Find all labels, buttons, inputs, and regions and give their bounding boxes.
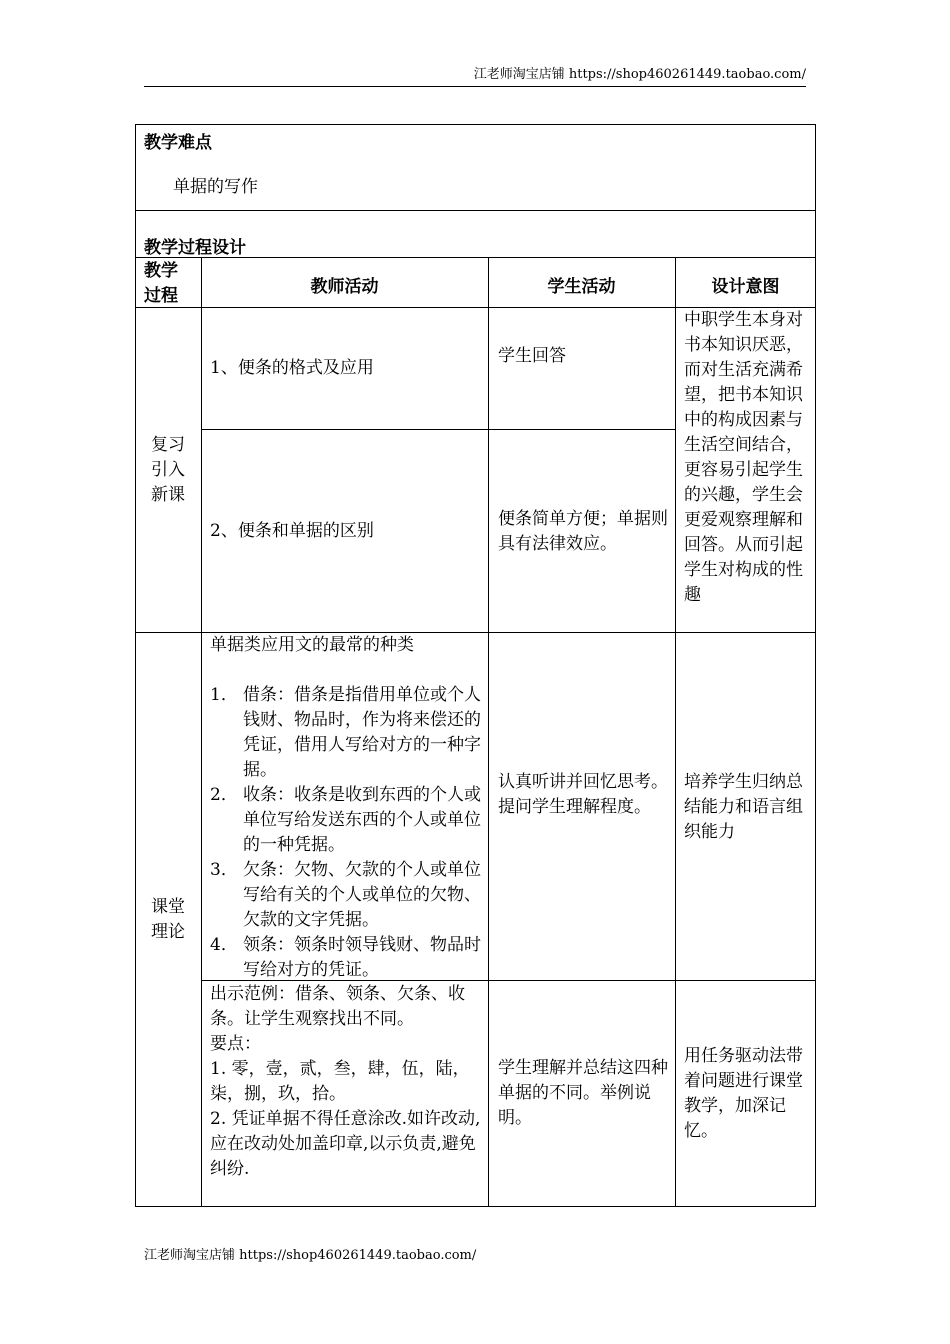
header-student: 学生活动 <box>547 277 616 297</box>
list-item: 1． 借条：借条是指借用单位或个人钱财、物品时，作为将来偿还的凭证，借用人写给对方的一种字据。 <box>210 685 481 780</box>
example-text: 出示范例：借条、领条、欠条、收条。让学生观察找出不同。 <box>210 984 465 1029</box>
header-intent: 设计意图 <box>711 277 780 297</box>
stage2-intent-1: 培养学生归纳总结能力和语言组织能力 <box>684 772 803 842</box>
list-item: 4． 领条：领条时领导钱财、物品时写给对方的凭证。 <box>210 935 481 980</box>
header-teacher: 教师活动 <box>310 277 379 297</box>
stage1-teacher-2: 2、便条和单据的区别 <box>210 521 374 541</box>
stage1-student-2: 便条简单方便；单据则具有法律效应。 <box>498 509 668 554</box>
point-1: 1. 零，壹，贰，叁，肆，伍，陆，柒，捌，玖，拾。 <box>210 1059 470 1104</box>
stage2-student-1: 认真听讲并回忆思考。提问学生理解程度。 <box>498 772 668 817</box>
stage2-intent-2: 用任务驱动法带着问题进行课堂教学，加深记忆。 <box>684 1046 803 1141</box>
point-2: 2. 凭证单据不得任意涂改.如许改动,应在改动处加盖印章,以示负责,避免纠纷. <box>210 1109 481 1179</box>
stage2-intro: 单据类应用文的最常的种类 <box>210 635 414 655</box>
stage1-intent: 中职学生本身对书本知识厌恶，而对生活充满希望，把书本知识中的构成因素与生活空间结合，更容易引起学生的兴趣，学生会更爱观察理解和回答。从而引起学生对构成的性趣 <box>684 310 803 605</box>
stage2-label: 课堂 理论 <box>151 897 185 942</box>
process-title: 教学过程设计 <box>144 238 246 258</box>
difficulty-content: 单据的写作 <box>173 177 258 197</box>
stage1-teacher-1: 1、便条的格式及应用 <box>210 358 374 378</box>
stage2-teacher-example <box>210 982 482 1182</box>
points-label: 要点： <box>210 1034 261 1054</box>
stage2-student-2: 学生理解并总结这四种单据的不同。举例说明。 <box>498 1058 668 1128</box>
difficulty-title: 教学难点 <box>144 133 212 153</box>
header-stage: 教学 过程 <box>144 261 178 306</box>
stage1-label: 复习 引入 新课 <box>151 435 185 505</box>
stage1-student-1: 学生回答 <box>498 346 566 366</box>
page-header: 江老师淘宝店铺 https://shop460261449.taobao.com/ <box>144 66 806 87</box>
list-item: 3． 欠条：欠物、欠款的个人或单位写给有关的个人或单位的欠物、欠款的文字凭据。 <box>210 860 481 930</box>
stage2-teacher-list <box>210 633 482 983</box>
list-item: 2． 收条：收条是收到东西的个人或单位写给发送东西的个人或单位的一种凭据。 <box>210 785 481 855</box>
page-footer: 江老师淘宝店铺 https://shop460261449.taobao.com/ <box>144 1248 477 1263</box>
